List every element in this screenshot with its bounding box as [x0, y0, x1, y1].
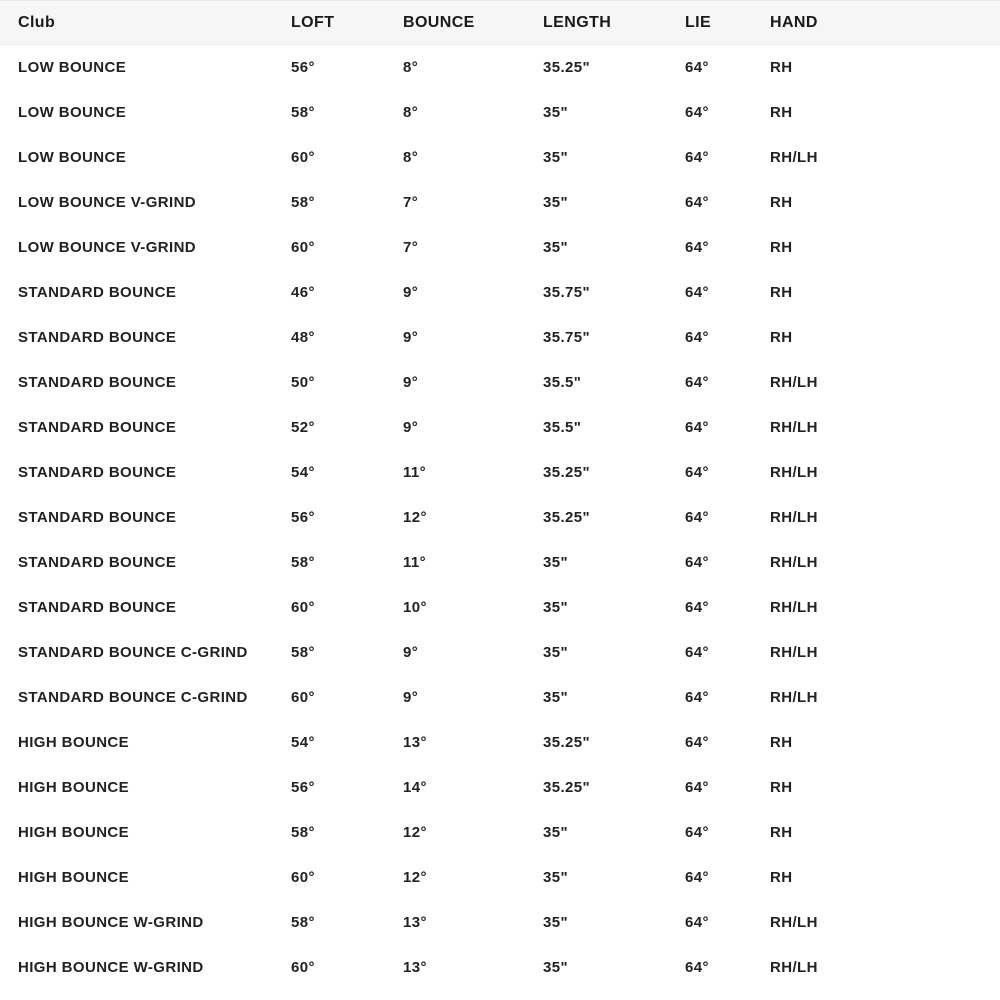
cell-lie: 64°	[685, 869, 709, 886]
cell-club: LOW BOUNCE V-GRIND	[18, 239, 197, 256]
table-row	[0, 270, 1000, 315]
cell-club: STANDARD BOUNCE	[18, 284, 177, 301]
cell-loft: 60°	[291, 689, 315, 706]
cell-hand: RH	[770, 59, 793, 76]
cell-hand: RH	[770, 104, 793, 121]
cell-length: 35"	[543, 959, 568, 976]
cell-lie: 64°	[685, 104, 709, 121]
cell-club: LOW BOUNCE	[18, 149, 127, 166]
cell-lie: 64°	[685, 284, 709, 301]
cell-bounce: 7°	[403, 239, 419, 256]
cell-hand: RH/LH	[770, 509, 818, 526]
cell-bounce: 11°	[403, 464, 427, 481]
cell-length: 35"	[543, 869, 568, 886]
cell-club: STANDARD BOUNCE	[18, 554, 177, 571]
table-row	[0, 540, 1000, 585]
cell-lie: 64°	[685, 194, 709, 211]
table-row	[0, 225, 1000, 270]
cell-loft: 58°	[291, 644, 315, 661]
cell-club: LOW BOUNCE	[18, 104, 127, 121]
cell-loft: 52°	[291, 419, 315, 436]
cell-bounce: 11°	[403, 554, 427, 571]
cell-loft: 50°	[291, 374, 315, 391]
cell-loft: 54°	[291, 734, 315, 751]
cell-bounce: 14°	[403, 779, 427, 796]
cell-length: 35.5"	[543, 374, 582, 391]
cell-length: 35"	[543, 644, 568, 661]
cell-hand: RH	[770, 284, 793, 301]
cell-hand: RH	[770, 824, 793, 841]
cell-loft: 60°	[291, 149, 315, 166]
cell-bounce: 9°	[403, 374, 419, 391]
cell-hand: RH	[770, 239, 793, 256]
cell-club: STANDARD BOUNCE	[18, 509, 177, 526]
cell-club: HIGH BOUNCE W-GRIND	[18, 914, 204, 931]
cell-loft: 58°	[291, 554, 315, 571]
cell-hand: RH	[770, 329, 793, 346]
table-row	[0, 360, 1000, 405]
cell-length: 35.75"	[543, 329, 591, 346]
table-row	[0, 90, 1000, 135]
cell-bounce: 12°	[403, 824, 427, 841]
cell-loft: 56°	[291, 779, 315, 796]
cell-length: 35"	[543, 599, 568, 616]
column-header-length: LENGTH	[543, 13, 612, 31]
cell-club: STANDARD BOUNCE C-GRIND	[18, 644, 248, 661]
cell-loft: 56°	[291, 509, 315, 526]
cell-length: 35"	[543, 554, 568, 571]
cell-bounce: 9°	[403, 284, 419, 301]
cell-length: 35"	[543, 239, 568, 256]
cell-bounce: 12°	[403, 869, 427, 886]
table-body	[0, 45, 1000, 990]
cell-lie: 64°	[685, 509, 709, 526]
cell-loft: 58°	[291, 914, 315, 931]
cell-bounce: 8°	[403, 59, 419, 76]
cell-hand: RH/LH	[770, 959, 818, 976]
table-row	[0, 405, 1000, 450]
cell-lie: 64°	[685, 824, 709, 841]
cell-loft: 54°	[291, 464, 315, 481]
cell-length: 35"	[543, 104, 568, 121]
table-row	[0, 720, 1000, 765]
cell-hand: RH	[770, 869, 793, 886]
cell-club: STANDARD BOUNCE	[18, 464, 177, 481]
cell-bounce: 12°	[403, 509, 427, 526]
cell-length: 35.25"	[543, 779, 591, 796]
table-row	[0, 585, 1000, 630]
table-row	[0, 180, 1000, 225]
cell-length: 35"	[543, 689, 568, 706]
cell-bounce: 9°	[403, 689, 419, 706]
table-row	[0, 45, 1000, 90]
cell-loft: 58°	[291, 824, 315, 841]
cell-club: LOW BOUNCE	[18, 59, 127, 76]
cell-club: STANDARD BOUNCE	[18, 329, 177, 346]
cell-length: 35.25"	[543, 59, 591, 76]
cell-hand: RH/LH	[770, 464, 818, 481]
table-row	[0, 765, 1000, 810]
cell-club: LOW BOUNCE V-GRIND	[18, 194, 197, 211]
cell-length: 35.5"	[543, 419, 582, 436]
cell-length: 35.25"	[543, 464, 591, 481]
table-row	[0, 810, 1000, 855]
cell-hand: RH/LH	[770, 599, 818, 616]
cell-lie: 64°	[685, 419, 709, 436]
cell-club: STANDARD BOUNCE	[18, 419, 177, 436]
cell-hand: RH	[770, 779, 793, 796]
cell-hand: RH	[770, 734, 793, 751]
cell-hand: RH/LH	[770, 554, 818, 571]
cell-bounce: 8°	[403, 149, 419, 166]
cell-length: 35.25"	[543, 734, 591, 751]
cell-length: 35"	[543, 149, 568, 166]
table-row	[0, 855, 1000, 900]
cell-bounce: 9°	[403, 644, 419, 661]
cell-bounce: 9°	[403, 419, 419, 436]
cell-club: STANDARD BOUNCE	[18, 599, 177, 616]
cell-lie: 64°	[685, 644, 709, 661]
table-row	[0, 135, 1000, 180]
column-header-bounce: BOUNCE	[403, 13, 475, 31]
table-header-row	[0, 0, 1000, 45]
cell-lie: 64°	[685, 59, 709, 76]
table-row	[0, 495, 1000, 540]
cell-lie: 64°	[685, 779, 709, 796]
cell-lie: 64°	[685, 374, 709, 391]
cell-length: 35.25"	[543, 509, 591, 526]
table-row	[0, 945, 1000, 990]
cell-bounce: 8°	[403, 104, 419, 121]
cell-hand: RH/LH	[770, 374, 818, 391]
cell-club: HIGH BOUNCE	[18, 824, 130, 841]
table-row	[0, 900, 1000, 945]
cell-bounce: 13°	[403, 734, 427, 751]
cell-lie: 64°	[685, 914, 709, 931]
cell-lie: 64°	[685, 239, 709, 256]
column-header-hand: HAND	[770, 13, 818, 31]
cell-loft: 60°	[291, 239, 315, 256]
cell-club: HIGH BOUNCE	[18, 869, 130, 886]
table-row	[0, 450, 1000, 495]
cell-hand: RH/LH	[770, 149, 818, 166]
cell-loft: 56°	[291, 59, 315, 76]
cell-loft: 60°	[291, 599, 315, 616]
cell-hand: RH/LH	[770, 689, 818, 706]
cell-length: 35"	[543, 824, 568, 841]
cell-loft: 48°	[291, 329, 315, 346]
column-header-club: Club	[18, 13, 56, 31]
cell-length: 35"	[543, 914, 568, 931]
cell-club: HIGH BOUNCE W-GRIND	[18, 959, 204, 976]
cell-lie: 64°	[685, 149, 709, 166]
cell-loft: 46°	[291, 284, 315, 301]
cell-bounce: 9°	[403, 329, 419, 346]
cell-club: HIGH BOUNCE	[18, 734, 130, 751]
cell-lie: 64°	[685, 554, 709, 571]
cell-club: HIGH BOUNCE	[18, 779, 130, 796]
cell-loft: 60°	[291, 869, 315, 886]
cell-lie: 64°	[685, 599, 709, 616]
cell-hand: RH/LH	[770, 914, 818, 931]
cell-loft: 58°	[291, 104, 315, 121]
cell-loft: 60°	[291, 959, 315, 976]
column-header-loft: LOFT	[291, 13, 335, 31]
cell-lie: 64°	[685, 329, 709, 346]
cell-bounce: 7°	[403, 194, 419, 211]
cell-hand: RH/LH	[770, 419, 818, 436]
table-row	[0, 315, 1000, 360]
cell-club: STANDARD BOUNCE C-GRIND	[18, 689, 248, 706]
column-header-lie: LIE	[685, 13, 712, 31]
cell-hand: RH/LH	[770, 644, 818, 661]
cell-lie: 64°	[685, 464, 709, 481]
cell-lie: 64°	[685, 959, 709, 976]
cell-bounce: 13°	[403, 914, 427, 931]
cell-bounce: 13°	[403, 959, 427, 976]
cell-loft: 58°	[291, 194, 315, 211]
table-row	[0, 675, 1000, 720]
cell-lie: 64°	[685, 734, 709, 751]
table-row	[0, 630, 1000, 675]
cell-length: 35"	[543, 194, 568, 211]
cell-hand: RH	[770, 194, 793, 211]
cell-lie: 64°	[685, 689, 709, 706]
cell-bounce: 10°	[403, 599, 427, 616]
cell-club: STANDARD BOUNCE	[18, 374, 177, 391]
cell-length: 35.75"	[543, 284, 591, 301]
